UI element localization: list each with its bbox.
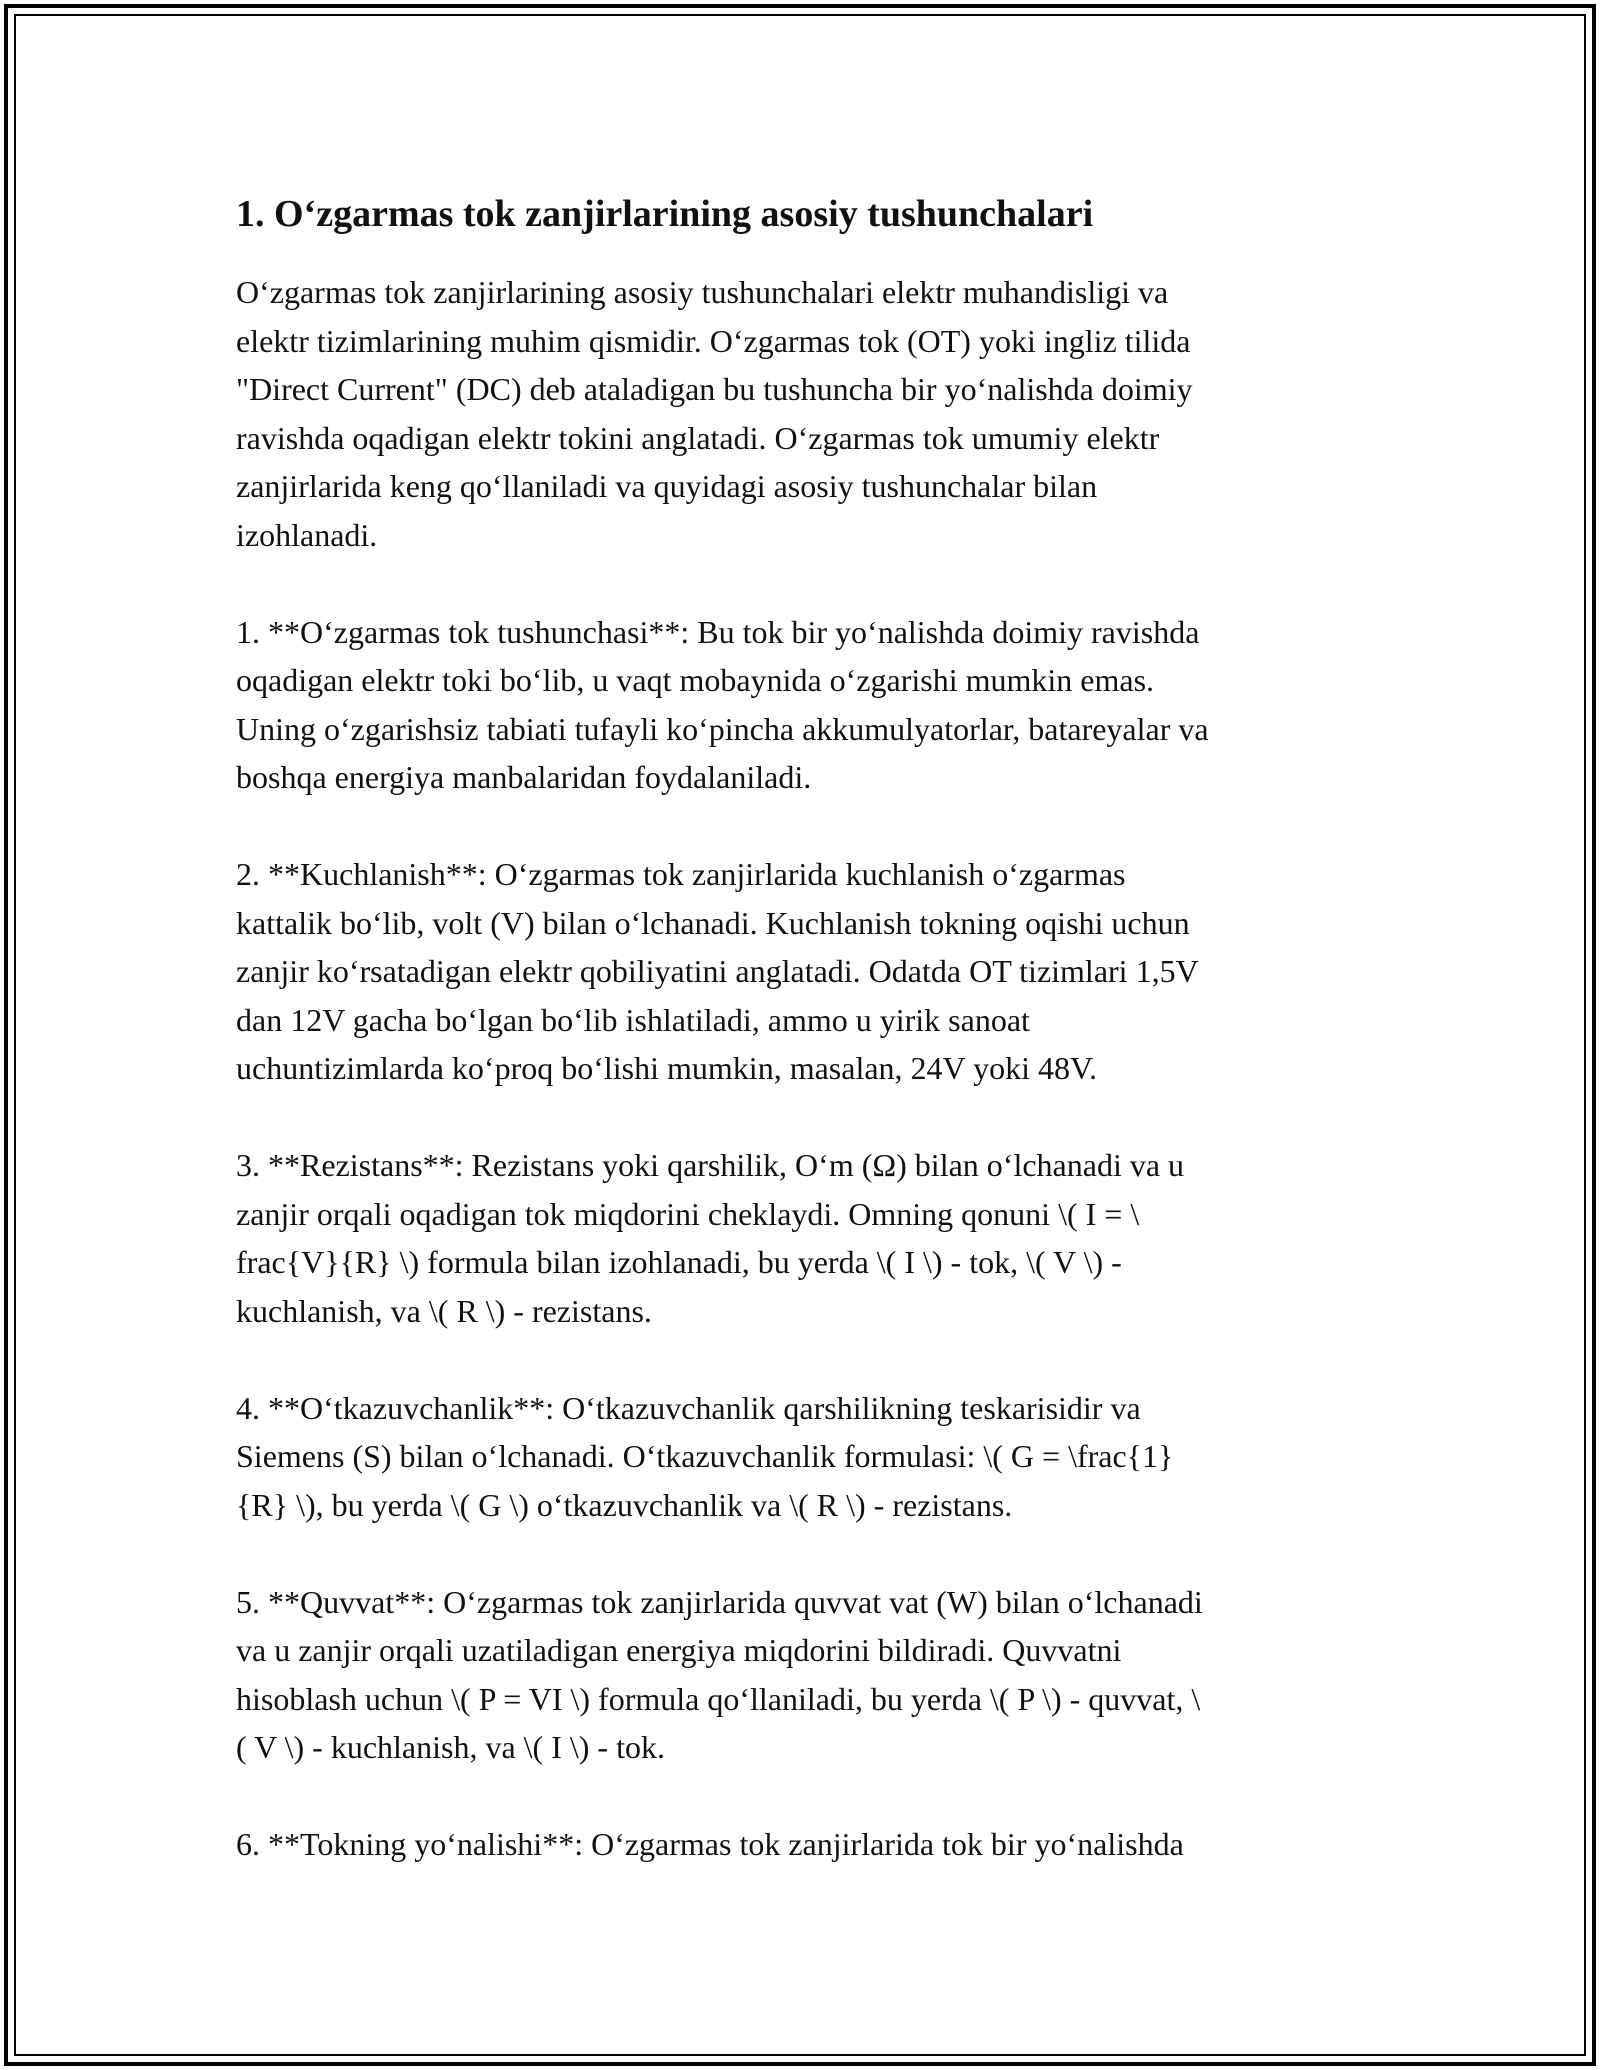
intro-paragraph: O‘zgarmas tok zanjirlarining asosiy tushunchalari elektr muhandisligi va elektr tizimlarining muhim qismidir. O‘zgarmas tok (OT) yoki ingliz tilida "Direct Current" (DC) deb ataladigan bu tushuncha bir yo‘nalishda doimiy ravishda oqadigan elektr tokini anglatadi. O‘zgarmas tok umumiy elektr zanjirlarida keng qo‘llaniladi va quyidagi asosiy tushunchalar bilan izohlanadi.: [236, 274, 1193, 553]
document-title: 1. O‘zgarmas tok zanjirlarining asosiy tushunchalari: [236, 193, 1094, 235]
item-direct-current-concept: 1. **O‘zgarmas tok tushunchasi**: Bu tok bir yo‘nalishda doimiy ravishda oqadigan elektr toki bo‘lib, u vaqt mobaynida o‘zgarishi mumkin emas. Uning o‘zgarishsiz tabiati tufayli ko‘pincha akkumulyatorlar, batareyalar va boshqa energiya manbalaridan foydalaniladi.: [236, 613, 1209, 795]
item-current-direction: 6. **Tokning yo‘nalishi**: O‘zgarmas tok zanjirlarida tok bir yo‘nalishda: [236, 1826, 1184, 1862]
item-conductance: 4. **O‘tkazuvchanlik**: O‘tkazuvchanlik qarshilikning teskarisidir va Siemens (S) bilan o‘lchanadi. O‘tkazuvchanlik formulasi: \( G = \frac{1} {R} \), bu yerda \( G \) o‘tkazuvchanlik va \( R \) - rezistans.: [236, 1389, 1174, 1523]
item-power: 5. **Quvvat**: O‘zgarmas tok zanjirlarida quvvat vat (W) bilan o‘lchanadi va u zanjir orqali uzatiladigan energiya miqdorini bildiradi. Quvvatni hisoblash uchun \( P = VI \) formula qo‘llaniladi, bu yerda \( P \) - quvvat, \ ( V \) - kuchlanish, va \( I \) - tok.: [236, 1583, 1203, 1765]
item-resistance: 3. **Rezistans**: Rezistans yoki qarshilik, O‘m (Ω) bilan o‘lchanadi va u zanjir orqali oqadigan tok miqdorini cheklaydi. Omning qonuni \( I = \ frac{V}{R} \) formula bilan izohlanadi, bu yerda \( I \) - tok, \( V \) - kuchlanish, va \( R \) - rezistans.: [236, 1147, 1185, 1329]
document-body: [236, 184, 1376, 1917]
item-voltage: 2. **Kuchlanish**: O‘zgarmas tok zanjirlarida kuchlanish o‘zgarmas kattalik bo‘lib, volt (V) bilan o‘lchanadi. Kuchlanish tokning oqishi uchun zanjir ko‘rsatadigan elektr qobiliyatini anglatadi. Odatda OT tizimlari 1,5V dan 12V gacha bo‘lgan bo‘lib ishlatiladi, ammo u yirik sanoat uchuntizimlarda ko‘proq bo‘lishi mumkin, masalan, 24V yoki 48V.: [236, 856, 1199, 1086]
